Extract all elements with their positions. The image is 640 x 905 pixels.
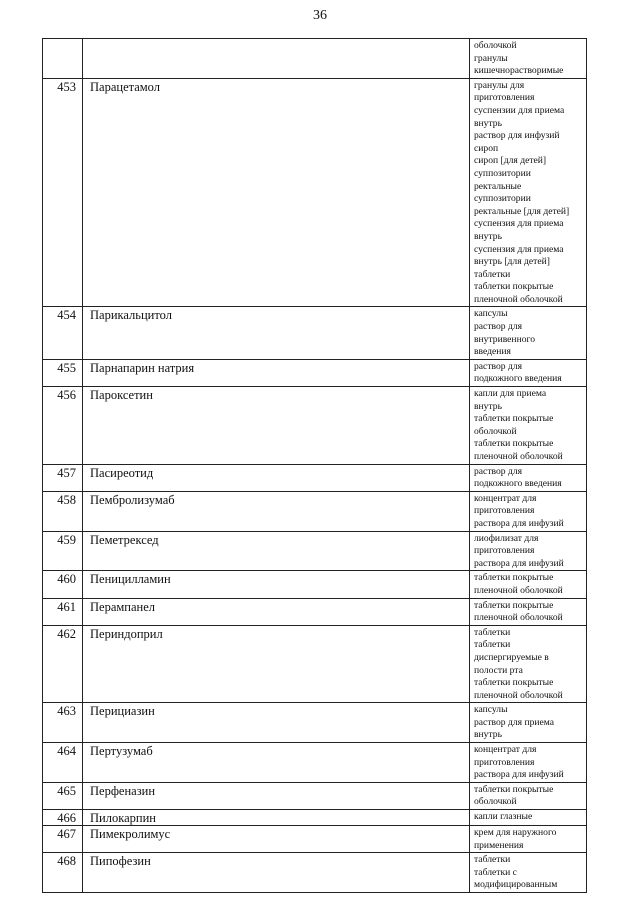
dosage-form-line: суспензия для приема	[474, 218, 564, 230]
row-number: 453	[43, 78, 83, 307]
table-row	[43, 307, 587, 359]
row-number: 462	[43, 625, 83, 703]
table-row	[43, 39, 587, 79]
dosage-form-line: раствор для	[474, 321, 523, 333]
dosage-form-line: сироп [для детей]	[474, 155, 547, 167]
table-row	[43, 826, 587, 853]
dosage-form-line: внутрь	[474, 729, 502, 741]
dosage-form-line: суспензия для приема	[474, 243, 564, 255]
table-row	[43, 78, 587, 307]
row-number: 467	[43, 826, 83, 853]
dosage-form-line: таблетки	[474, 639, 511, 651]
dosage-forms	[470, 598, 587, 625]
dosage-form-line: таблетки покрытые	[474, 281, 554, 293]
dosage-form-line: раствор для	[474, 360, 523, 372]
table-row	[43, 491, 587, 531]
dosage-form-line: лиофилизат для	[474, 532, 539, 544]
dosage-form-line: таблетки	[474, 854, 511, 866]
dosage-form-line: гранулы	[474, 52, 508, 64]
row-number: 459	[43, 531, 83, 571]
dosage-form-line: таблетки покрытые	[474, 572, 554, 584]
dosage-form-line: кишечнорастворимые	[474, 65, 564, 77]
dosage-forms	[470, 39, 587, 79]
dosage-form-line: приготовления	[474, 756, 535, 768]
dosage-form-line: таблетки покрытые	[474, 677, 554, 689]
dosage-form-line: раствора для инфузий	[474, 517, 564, 529]
dosage-forms	[470, 531, 587, 571]
dosage-forms	[470, 387, 587, 465]
dosage-form-line: капсулы	[474, 704, 508, 716]
drug-name: Периндоприл	[83, 625, 470, 703]
row-number: 458	[43, 491, 83, 531]
dosage-forms	[470, 78, 587, 307]
dosage-form-line: суппозитории	[474, 193, 531, 205]
dosage-form-line: раствор для инфузий	[474, 130, 560, 142]
dosage-form-line: оболочкой	[474, 796, 517, 808]
drug-name: Пимекролимус	[83, 826, 470, 853]
dosage-forms	[470, 853, 587, 893]
dosage-form-line: внутрь [для детей]	[474, 256, 550, 268]
row-number: 457	[43, 464, 83, 491]
table-row	[43, 531, 587, 571]
dosage-forms	[470, 743, 587, 783]
dosage-form-line: подкожного введения	[474, 373, 562, 385]
dosage-forms	[470, 491, 587, 531]
dosage-forms	[470, 464, 587, 491]
dosage-form-line: концентрат для	[474, 492, 537, 504]
dosage-form-line: суспензии для приема	[474, 104, 565, 116]
dosage-form-line: капли для приема	[474, 388, 547, 400]
drug-name: Пипофезин	[83, 853, 470, 893]
dosage-form-line: таблетки	[474, 268, 511, 280]
drug-name: Парикальцитол	[83, 307, 470, 359]
drug-name: Перфеназин	[83, 782, 470, 809]
dosage-forms	[470, 625, 587, 703]
row-number: 463	[43, 703, 83, 743]
row-number: 454	[43, 307, 83, 359]
dosage-form-line: раствор для приема	[474, 716, 555, 728]
dosage-form-line: капли глазные	[474, 811, 533, 823]
dosage-form-line: пленочной оболочкой	[474, 689, 563, 701]
drug-table	[42, 38, 587, 893]
dosage-form-line: таблетки покрытые	[474, 783, 554, 795]
drug-name: Пароксетин	[83, 387, 470, 465]
dosage-form-line: гранулы для	[474, 79, 525, 91]
dosage-form-line: пленочной оболочкой	[474, 584, 563, 596]
row-number: 464	[43, 743, 83, 783]
table-row	[43, 464, 587, 491]
row-number	[43, 39, 83, 79]
drug-name: Пембролизумаб	[83, 491, 470, 531]
dosage-form-line: крем для наружного	[474, 827, 557, 839]
dosage-form-line: внутривенного	[474, 333, 535, 345]
dosage-form-line: внутрь	[474, 230, 502, 242]
table-row	[43, 387, 587, 465]
drug-name: Пилокарпин	[83, 810, 470, 826]
table-row	[43, 625, 587, 703]
dosage-form-line: таблетки покрытые	[474, 413, 554, 425]
dosage-form-line: подкожного введения	[474, 478, 562, 490]
dosage-form-line: внутрь	[474, 117, 502, 129]
dosage-forms	[470, 782, 587, 809]
dosage-form-line: капсулы	[474, 308, 508, 320]
dosage-form-line: полости рта	[474, 664, 523, 676]
dosage-form-line: суппозитории	[474, 167, 531, 179]
row-number: 455	[43, 359, 83, 386]
dosage-form-line: пленочной оболочкой	[474, 293, 563, 305]
dosage-form-line: сироп	[474, 142, 499, 154]
dosage-form-line: раствора для инфузий	[474, 557, 564, 569]
dosage-form-line: концентрат для	[474, 744, 537, 756]
drug-name: Парацетамол	[83, 78, 470, 307]
dosage-form-line: ректальные [для детей]	[474, 205, 570, 217]
drug-name: Перампанел	[83, 598, 470, 625]
table-row	[43, 853, 587, 893]
drug-name	[83, 39, 470, 79]
table-row	[43, 571, 587, 598]
drug-name: Пеметрексед	[83, 531, 470, 571]
drug-name: Пертузумаб	[83, 743, 470, 783]
drug-name: Перициазин	[83, 703, 470, 743]
dosage-form-line: пленочной оболочкой	[474, 612, 563, 624]
row-number: 465	[43, 782, 83, 809]
dosage-forms	[470, 359, 587, 386]
dosage-form-line: таблетки покрытые	[474, 599, 554, 611]
drug-name: Парнапарин натрия	[83, 359, 470, 386]
dosage-forms	[470, 810, 587, 826]
dosage-form-line: раствора для инфузий	[474, 769, 564, 781]
dosage-form-line: введения	[474, 346, 511, 358]
table-row	[43, 359, 587, 386]
dosage-form-line: пленочной оболочкой	[474, 451, 563, 462]
dosage-form-line: таблетки	[474, 626, 511, 638]
table-row	[43, 782, 587, 809]
table-row	[43, 598, 587, 625]
table-row	[43, 810, 587, 826]
dosage-form-line: приготовления	[474, 92, 535, 104]
table-body	[43, 39, 587, 893]
drug-name: Пеницилламин	[83, 571, 470, 598]
table-row	[43, 743, 587, 783]
dosage-forms	[470, 571, 587, 598]
dosage-form-line: приготовления	[474, 505, 535, 517]
row-number: 456	[43, 387, 83, 465]
dosage-form-line: внутрь	[474, 400, 502, 412]
row-number: 468	[43, 853, 83, 893]
page-number: 36	[313, 8, 327, 23]
dosage-forms	[470, 307, 587, 359]
dosage-form-line: таблетки покрытые	[474, 438, 554, 450]
table-row	[43, 703, 587, 743]
dosage-form-line: ректальные	[474, 180, 522, 192]
dosage-forms	[470, 826, 587, 853]
dosage-form-line: диспергируемые в	[474, 651, 549, 663]
dosage-form-line: оболочкой	[474, 40, 517, 51]
row-number: 460	[43, 571, 83, 598]
dosage-form-line: приготовления	[474, 545, 535, 557]
dosage-form-line: применения	[474, 839, 524, 851]
dosage-form-line: оболочкой	[474, 425, 517, 437]
dosage-form-line: модифицированным	[474, 879, 558, 891]
dosage-form-line: таблетки с	[474, 866, 517, 878]
dosage-form-line: раствор для	[474, 465, 523, 477]
dosage-forms	[470, 703, 587, 743]
drug-name: Пасиреотид	[83, 464, 470, 491]
row-number: 461	[43, 598, 83, 625]
row-number: 466	[43, 810, 83, 826]
